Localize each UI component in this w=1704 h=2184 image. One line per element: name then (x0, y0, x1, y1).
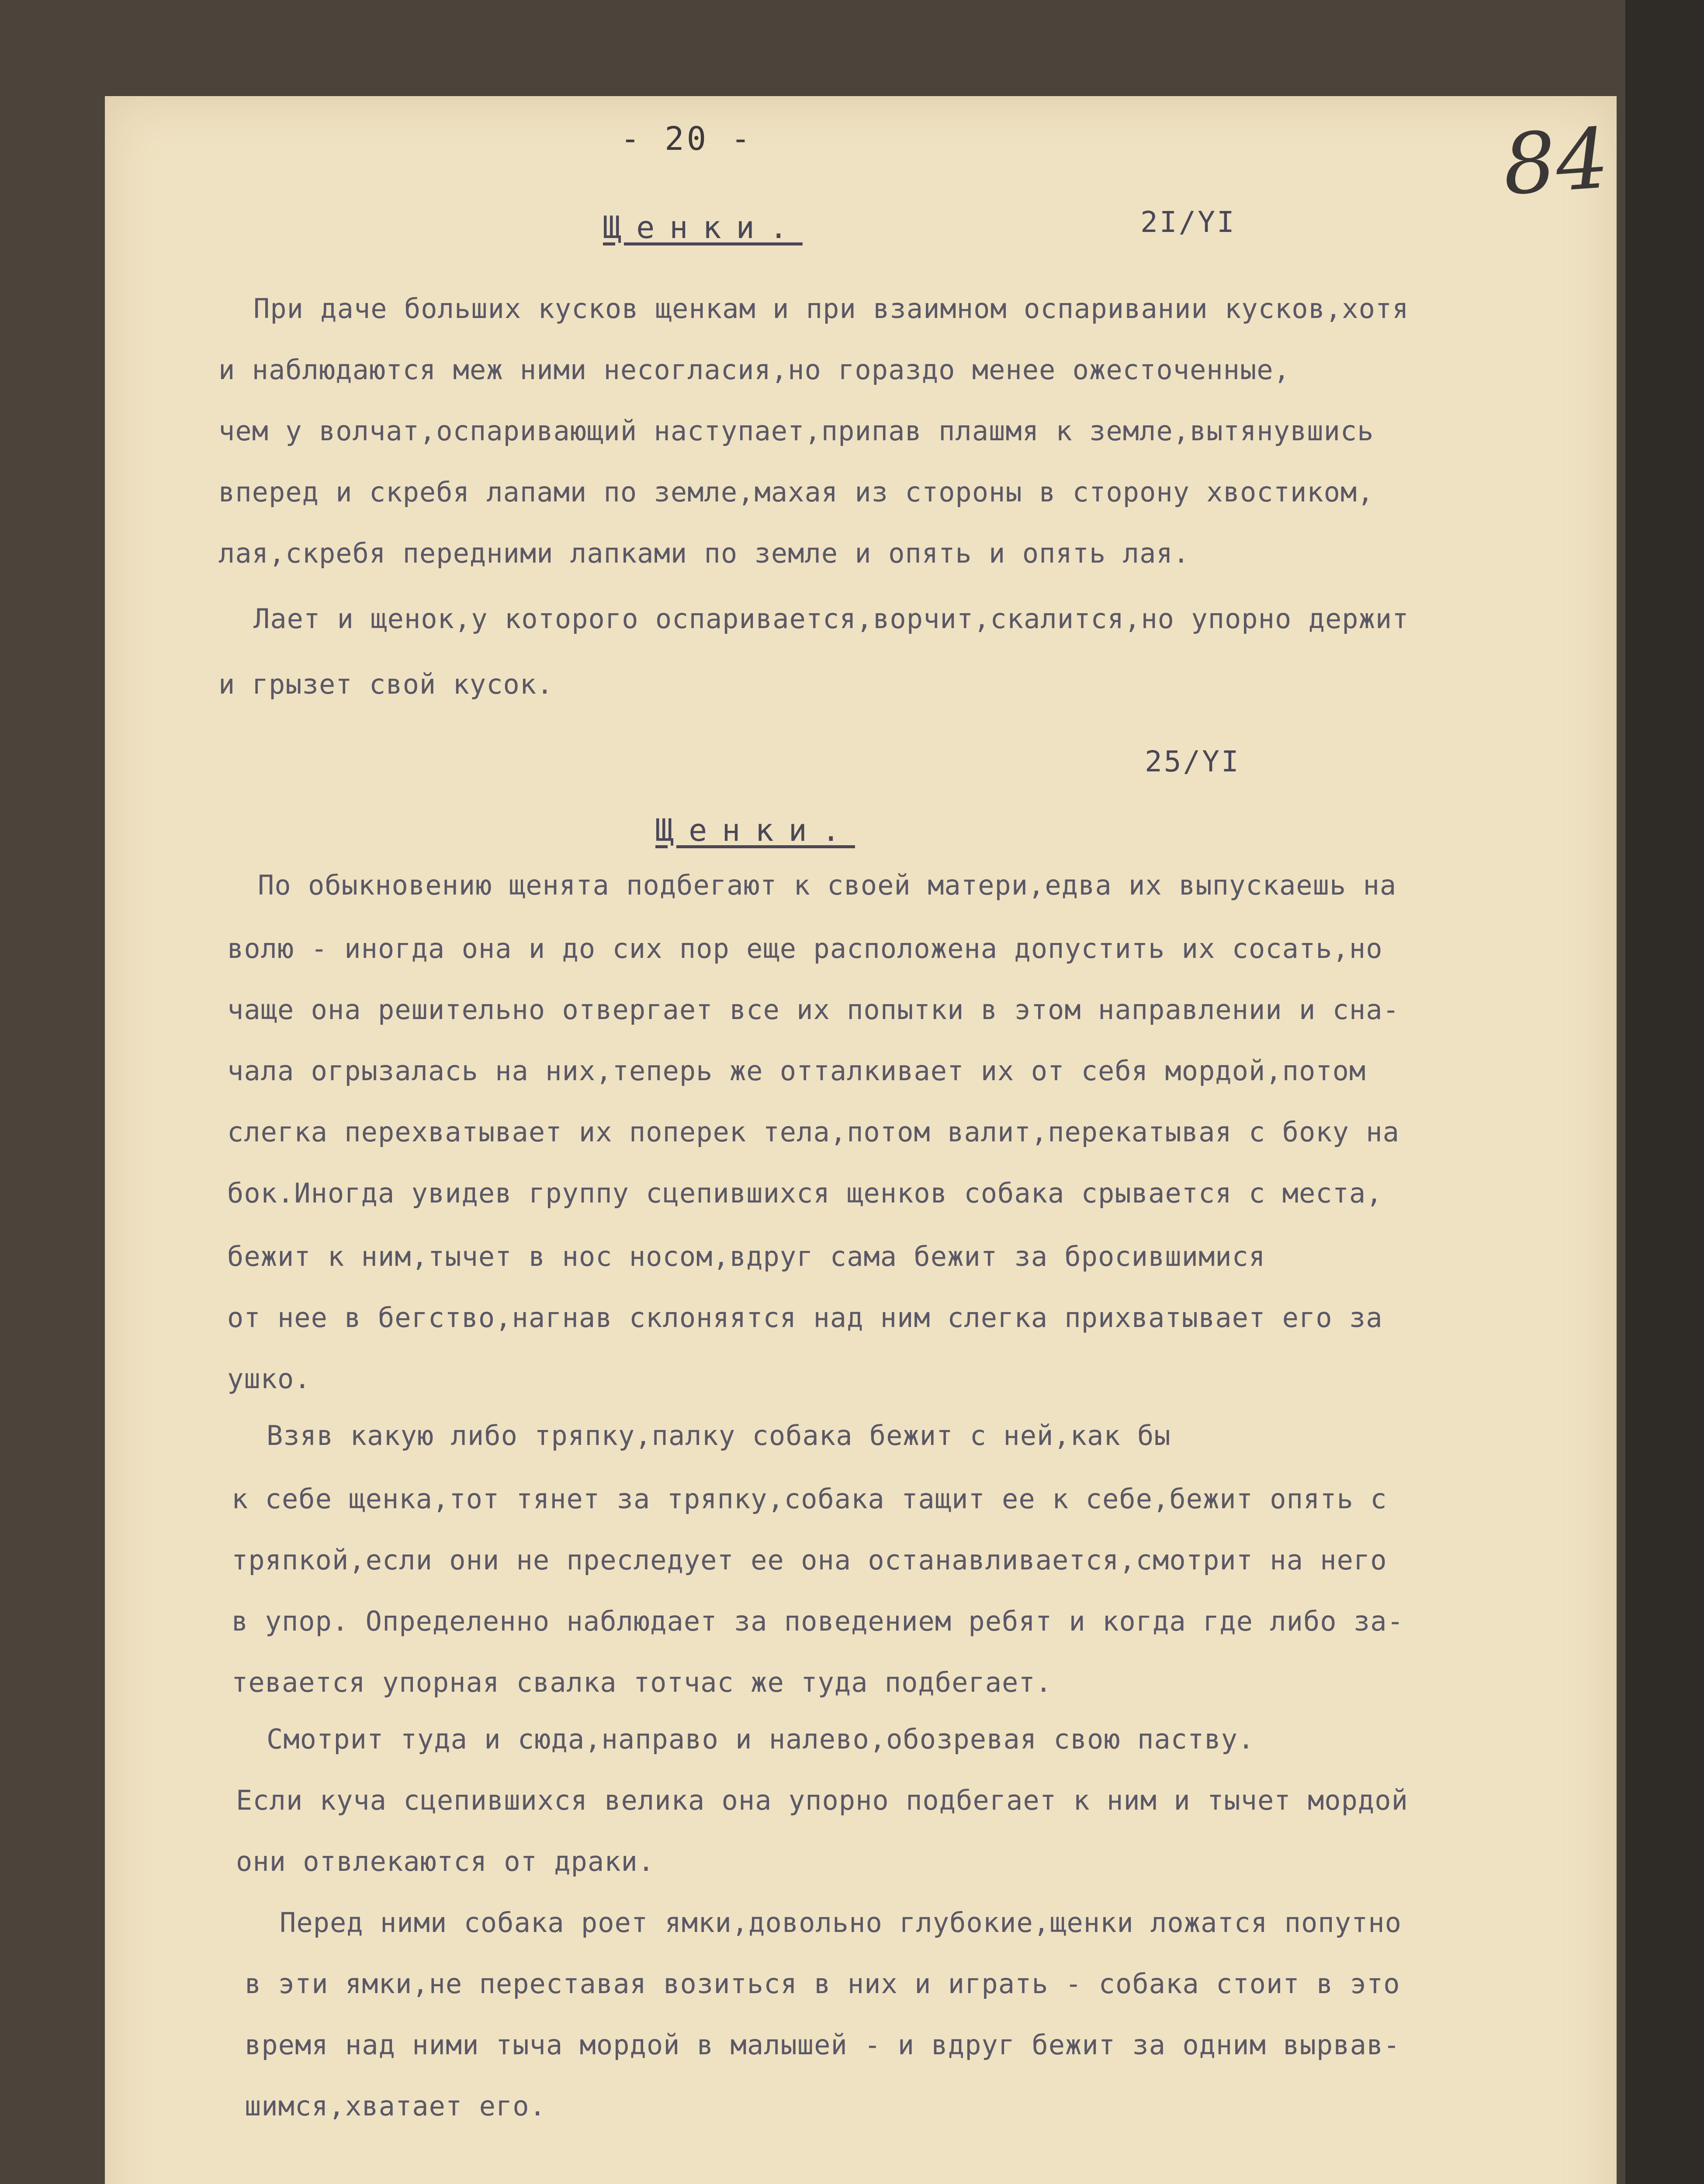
entry1-line: и грызет свой кусок. (218, 668, 554, 700)
entry2-line: бок.Иногда увидев группу сцепившихся щенков собака срывается с места, (227, 1177, 1383, 1209)
entry1-line: чем у волчат,оспаривающий наступает,припав плашмя к земле,вытянувшись (218, 415, 1374, 447)
entry2-line: бежит к ним,тычет в нос носом,вдруг сама бежит за бросившимися (227, 1241, 1266, 1272)
entry2-line: от нее в бегство,нагнав склоняятся над ним слегка прихватывает его за (227, 1302, 1383, 1334)
entry2-line: шимся,хватает его. (245, 2090, 546, 2122)
entry2-line: тряпкой,если они не преследует ее она останавливается,смотрит на него (232, 1544, 1387, 1576)
scan-edge (1625, 0, 1704, 2184)
entry2-line: Перед ними собака роет ямки,довольно глубокие,щенки ложатся попутно (280, 1907, 1402, 1939)
entry2-line: Взяв какую либо тряпку,палку собака бежит с ней,как бы (267, 1420, 1171, 1451)
handwritten-folio-number: 84 (1500, 110, 1612, 214)
entry1-line: При даче больших кусков щенкам и при взаимном оспаривании кусков,хотя (253, 293, 1409, 325)
entry2-line: к себе щенка,тот тянет за тряпку,собака тащит ее к себе,бежит опять с (232, 1483, 1387, 1515)
entry2-line: По обыкновению щенята подбегают к своей матери,едва их выпускаешь на (258, 869, 1397, 901)
entry2-line: они отвлекаются от драки. (236, 1845, 655, 1877)
entry2-line: слегка перехватывает их поперек тела,потом валит,перекатывая с боку на (227, 1116, 1399, 1148)
entry2-line: в эти ямки,не переставая возиться в них и играть - собака стоит в это (245, 1968, 1400, 2000)
entry2-line: Если куча сцепившихся велика она упорно подбегает к ним и тычет мордой (236, 1784, 1408, 1816)
entry2-line: Смотрит туда и сюда,направо и налево,обозревая свою паству. (267, 1723, 1255, 1755)
entry2-date: 25/YI (1145, 745, 1240, 778)
entry2-line: тевается упорная свалка тотчас же туда подбегает. (232, 1666, 1053, 1698)
entry2-line: в упор. Определенно наблюдает за поведением ребят и когда где либо за- (232, 1605, 1404, 1637)
entry1-line: лая,скребя передними лапками по земле и опять и опять лая. (218, 537, 1190, 569)
entry1-heading: Щенки. (603, 210, 803, 245)
entry2-line: волю - иногда она и до сих пор еще расположена допустить их сосать,но (227, 933, 1383, 964)
entry2-heading: Щенки. (655, 812, 855, 848)
entry2-line: чаще она решительно отвергает все их попытки в этом направлении и сна- (227, 994, 1399, 1026)
entry1-line: Лает и щенок,у которого оспаривается,ворчит,скалится,но упорно держит (253, 603, 1409, 635)
entry2-line: время над ними тыча мордой в малышей - и вдруг бежит за одним вырвав- (245, 2029, 1400, 2061)
entry2-line: чала огрызалась на них,теперь же отталкивает их от себя мордой,потом (227, 1055, 1366, 1087)
entry2-line: ушко. (227, 1363, 311, 1395)
entry1-date: 2I/YI (1140, 205, 1236, 239)
page-number: - 20 - (620, 120, 753, 158)
entry1-line: вперед и скребя лапами по земле,махая из стороны в сторону хвостиком, (218, 476, 1374, 508)
entry1-line: и наблюдаются меж ними несогласия,но гораздо менее ожесточенные, (218, 354, 1290, 386)
